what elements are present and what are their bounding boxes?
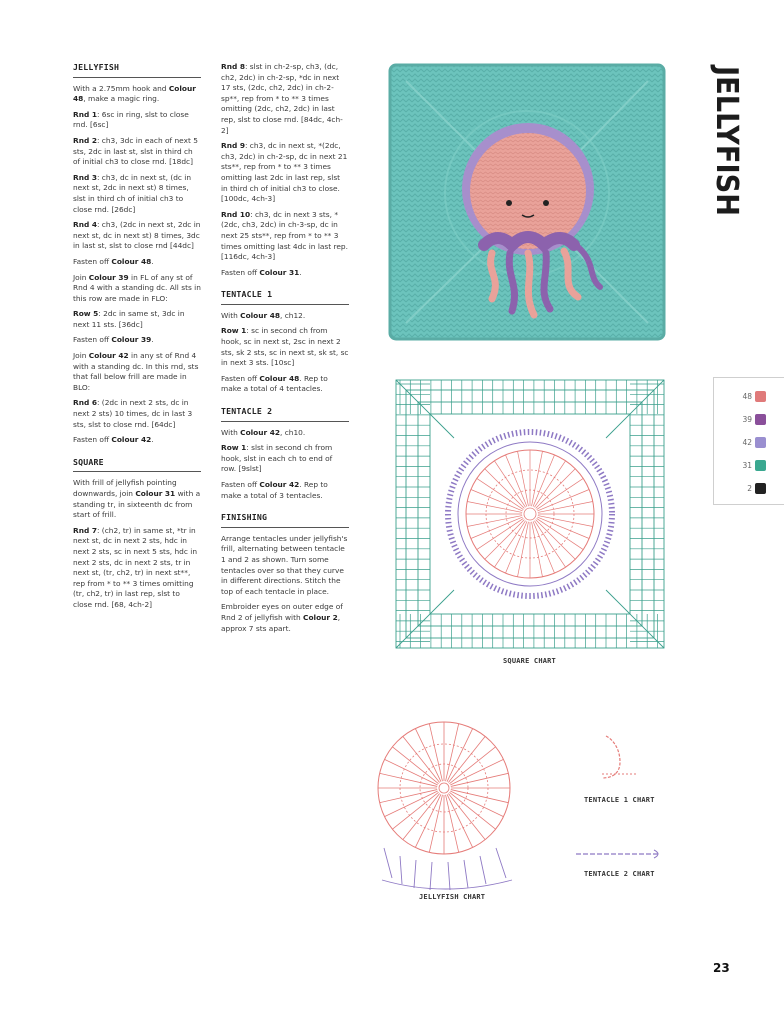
paragraph: Row 1: slst in second ch from hook, slst in each ch to end of row. [9slst] <box>221 443 333 474</box>
paragraph: Rnd 8: slst in ch-2-sp, ch3, (dc, ch2, 2dc) in ch-2-sp, *dc in next 17 sts, (2dc, ch2, 2dc) in ch-2-sp**, rep from * to ** 3 times omitting (2dc, ch2, 2dc) in last rep, slst to close rnd. [84dc, 4ch-2] <box>221 62 343 135</box>
paragraph: Fasten off Colour 31. <box>221 267 302 277</box>
legend-swatch <box>755 460 766 471</box>
square-chart <box>392 376 668 652</box>
tentacle-1-chart-label: TENTACLE 1 CHART <box>584 796 655 804</box>
paragraph: Arrange tentacles under jellyfish's frill, alternating between tentacle 1 and 2 as shown. Turn some tentacles over so that they curve in different directions. Stitch the top of each tentacle in place. <box>221 533 348 596</box>
tentacle-2-chart-label: TENTACLE 2 CHART <box>584 870 655 878</box>
section-heading-tentacle-2: TENTACLE 2 <box>221 406 349 422</box>
section-heading-tentacle-1: TENTACLE 1 <box>221 289 349 305</box>
legend-number: 2 <box>747 484 752 493</box>
paragraph: Rnd 2: ch3, 3dc in each of next 5 sts, 2dc in last st, slst in third ch of initial ch3 to close rnd. [18dc] <box>73 135 198 167</box>
paragraph: Fasten off Colour 48. <box>73 256 154 266</box>
paragraph: Rnd 7: (ch2, tr) in same st, *tr in next st, dc in next 2 sts, hdc in next 2 sts, sc in next 5 sts, hdc in next 2 sts, dc in next 2 sts, tr in next st, (tr, ch2, tr) in next st**, rep from * to ** 3 times omitting (tr, ch2, tr) in last rep, slst to close rnd. [68, 4ch-2] <box>73 525 198 609</box>
paragraph: Fasten off Colour 39. <box>73 335 154 345</box>
paragraph: Rnd 6: (2dc in next 2 sts, dc in next 2 sts) 10 times, dc in last 3 sts, slst to close rnd. [64dc] <box>73 398 193 429</box>
paragraph: Rnd 1: 6sc in ring, slst to close rnd. [6sc] <box>73 109 189 130</box>
paragraph: Join Colour 39 in FL of any st of Rnd 4 with a standing dc. All sts in this row are made in FLO: <box>73 272 201 303</box>
tentacle-2-chart <box>574 846 664 862</box>
legend-row <box>714 482 774 496</box>
paragraph: Rnd 3: ch3, dc in next st, (dc in next st, 2dc in next st) 8 times, slst in third ch of initial ch3 to close rnd. [26dc] <box>73 172 192 214</box>
legend-number: 39 <box>742 415 752 424</box>
jellyfish-chart-label: JELLYFISH CHART <box>419 893 486 901</box>
section-heading-finishing: FINISHING <box>221 512 349 528</box>
paragraph: Join Colour 42 in any st of Rnd 4 with a standing dc. In this rnd, sts that fall below frill are made in BLO: <box>73 351 199 392</box>
section-heading-jellyfish: JELLYFISH <box>73 62 201 78</box>
legend-number: 42 <box>742 438 752 447</box>
text-column-middle <box>221 62 349 639</box>
paragraph: With frill of jellyfish pointing downwards, join Colour 31 with a standing tr, in sixteenth dc from start of frill. <box>73 478 201 520</box>
legend-swatch <box>755 391 766 402</box>
paragraph: Embroider eyes on outer edge of Rnd 2 of jellyfish with Colour 2, approx 7 sts apart. <box>221 602 343 633</box>
page-title: JELLYFISH <box>709 66 744 224</box>
legend-row <box>714 459 774 473</box>
jellyfish-chart <box>372 708 532 892</box>
tentacle-1-chart <box>596 730 646 790</box>
paragraph: With a 2.75mm hook and Colour 48, make a magic ring. <box>73 83 196 104</box>
legend-swatch <box>755 437 766 448</box>
text-column-left <box>73 62 201 616</box>
paragraph: Rnd 4: ch3, (2dc in next st, 2dc in next st, dc in next st) 8 times, 3dc in last st, slst to close rnd [44dc] <box>73 220 201 251</box>
paragraph: Rnd 9: ch3, dc in next st, *(2dc, ch3, 2dc) in ch-2-sp, dc in next 21 sts**, rep from * to ** 3 times omitting last 2dc in last rep, slst in third ch of initial ch3 to close. [100dc, 4ch-3] <box>221 141 348 204</box>
page-number: 23 <box>713 961 730 975</box>
paragraph: Fasten off Colour 48. Rep to make a total of 4 tentacles. <box>221 373 328 394</box>
paragraph: With Colour 48, ch12. <box>221 310 306 320</box>
page-title-vertical <box>700 64 750 224</box>
paragraph: Row 1: sc in second ch from hook, sc in next st, 2sc in next 2 sts, sk 2 sts, sc in next st, sk st, sc in next 3 sts. [10sc] <box>221 326 349 368</box>
paragraph: Rnd 10: ch3, dc in next 3 sts, *(2dc, ch3, 2dc) in ch-3-sp, dc in next 25 sts**, rep from * to ** 3 times omitting last 4dc in last rep. [116dc, 4ch-3] <box>221 209 348 262</box>
crochet-square-photo <box>388 63 666 341</box>
legend-number: 31 <box>742 461 752 470</box>
colour-legend <box>713 377 784 505</box>
legend-number: 48 <box>742 392 752 401</box>
legend-row <box>714 413 774 427</box>
section-heading-square: SQUARE <box>73 457 201 473</box>
paragraph: Fasten off Colour 42. Rep to make a total of 3 tentacles. <box>221 480 328 500</box>
legend-row <box>714 390 774 404</box>
legend-swatch <box>755 414 766 425</box>
paragraph: Row 5: 2dc in same st, 3dc in next 11 sts. [36dc] <box>73 309 185 329</box>
paragraph: With Colour 42, ch10. <box>221 427 306 437</box>
legend-swatch <box>755 483 766 494</box>
square-chart-label: SQUARE CHART <box>503 657 556 665</box>
legend-row <box>714 436 774 450</box>
paragraph: Fasten off Colour 42. <box>73 435 154 445</box>
